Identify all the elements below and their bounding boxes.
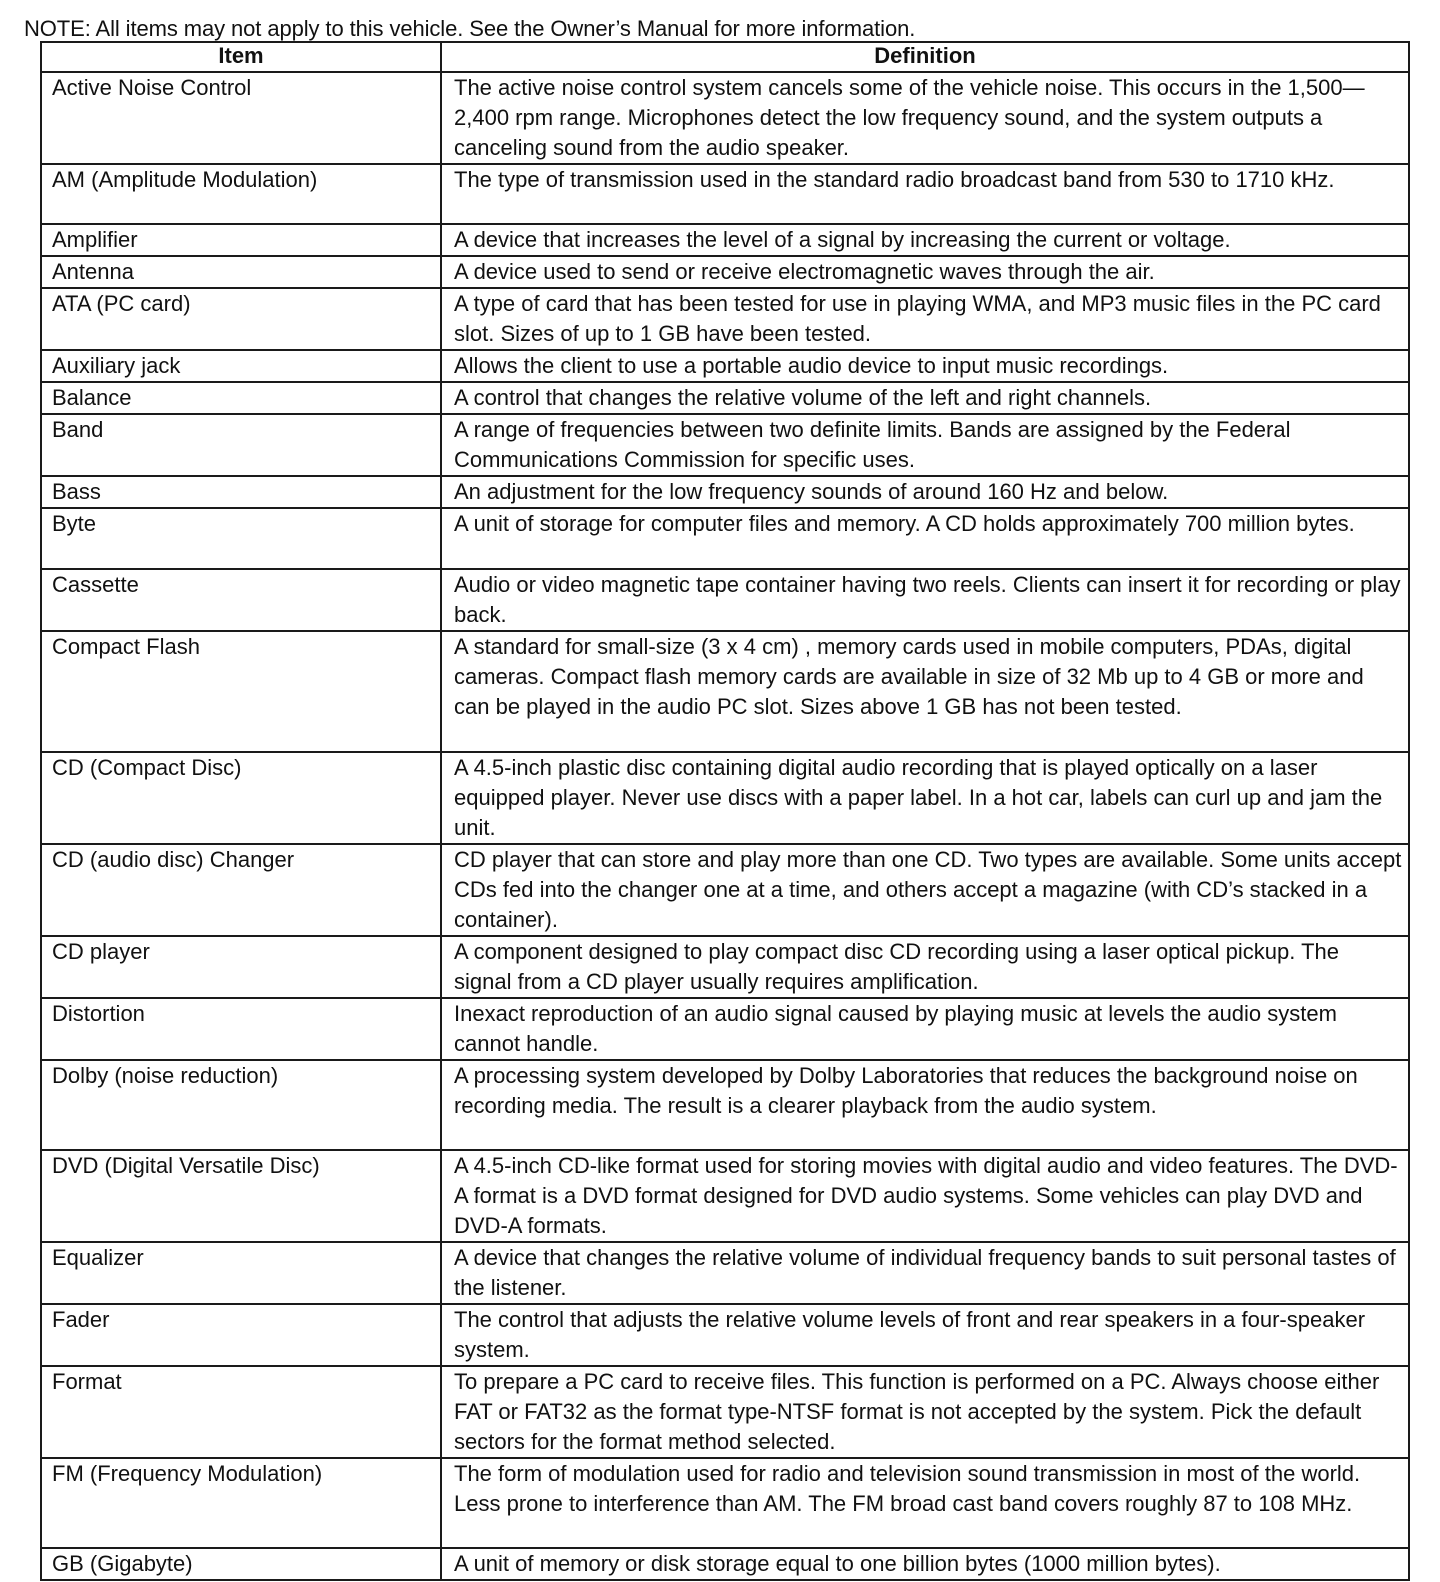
table-row — [41, 72, 1409, 164]
definition-cell: A processing system developed by Dolby Laboratories that reduces the background noise on recording media. The result is a clearer playback from the audio system. — [441, 1060, 1409, 1150]
definition-cell: A standard for small-size (3 x 4 cm) , memory cards used in mobile computers, PDAs, digital cameras. Compact flash memory cards are available in size of 32 Mb up to 4 GB or more and can be played in the audio PC slot. Sizes above 1 GB has not been tested. — [441, 631, 1409, 752]
item-cell: Distortion — [41, 998, 441, 1060]
item-cell: Dolby (noise reduction) — [41, 1060, 441, 1150]
table-row — [41, 569, 1409, 631]
table-row — [41, 288, 1409, 350]
item-cell: Auxiliary jack — [41, 350, 441, 382]
table-row — [41, 476, 1409, 508]
definition-cell: A device that changes the relative volume of individual frequency bands to suit personal tastes of the listener. — [441, 1242, 1409, 1304]
item-cell: Format — [41, 1366, 441, 1458]
table-row — [41, 382, 1409, 414]
table-row — [41, 1150, 1409, 1242]
table-row — [41, 752, 1409, 844]
table-row — [41, 936, 1409, 998]
item-cell: AM (Amplitude Modulation) — [41, 164, 441, 224]
glossary-table — [40, 41, 1410, 1581]
definition-cell: To prepare a PC card to receive files. This function is performed on a PC. Always choose either FAT or FAT32 as the format type-NTSF format is not accepted by the system. Pick the default sectors for the format method selected. — [441, 1366, 1409, 1458]
table-row — [41, 1242, 1409, 1304]
definition-cell: Audio or video magnetic tape container having two reels. Clients can insert it for recording or play back. — [441, 569, 1409, 631]
item-cell: Balance — [41, 382, 441, 414]
item-cell: GB (Gigabyte) — [41, 1548, 441, 1580]
table-row — [41, 1366, 1409, 1458]
definition-cell: A range of frequencies between two definite limits. Bands are assigned by the Federal Communications Commission for specific uses. — [441, 414, 1409, 476]
definition-cell: A type of card that has been tested for use in playing WMA, and MP3 music files in the PC card slot. Sizes of up to 1 GB have been tested. — [441, 288, 1409, 350]
item-cell: DVD (Digital Versatile Disc) — [41, 1150, 441, 1242]
item-cell: Byte — [41, 508, 441, 569]
item-cell: Band — [41, 414, 441, 476]
table-row — [41, 414, 1409, 476]
definition-cell: The active noise control system cancels some of the vehicle noise. This occurs in the 1,500—2,400 rpm range. Microphones detect the low frequency sound, and the system outputs a canceling sound from the audio speaker. — [441, 72, 1409, 164]
table-row — [41, 164, 1409, 224]
item-cell: Cassette — [41, 569, 441, 631]
table-row — [41, 350, 1409, 382]
item-cell: CD (Compact Disc) — [41, 752, 441, 844]
definition-cell: A device used to send or receive electromagnetic waves through the air. — [441, 256, 1409, 288]
definition-cell: A unit of storage for computer files and memory. A CD holds approximately 700 million bytes. — [441, 508, 1409, 569]
definition-cell: Inexact reproduction of an audio signal caused by playing music at levels the audio system cannot handle. — [441, 998, 1409, 1060]
item-cell: CD (audio disc) Changer — [41, 844, 441, 936]
definition-cell: The form of modulation used for radio and television sound transmission in most of the world. Less prone to interference than AM. The FM broad cast band covers roughly 87 to 108 MHz. — [441, 1458, 1409, 1548]
definition-cell: CD player that can store and play more than one CD. Two types are available. Some units accept CDs fed into the changer one at a time, and others accept a magazine (with CD’s stacked in a container). — [441, 844, 1409, 936]
table-row — [41, 998, 1409, 1060]
item-cell: Bass — [41, 476, 441, 508]
table-row — [41, 631, 1409, 752]
page-note: NOTE: All items may not apply to this vehicle. See the Owner’s Manual for more information. — [24, 16, 916, 41]
item-cell: FM (Frequency Modulation) — [41, 1458, 441, 1548]
definition-cell: A component designed to play compact disc CD recording using a laser optical pickup. The signal from a CD player usually requires amplification. — [441, 936, 1409, 998]
table-row — [41, 1548, 1409, 1580]
item-cell: Amplifier — [41, 224, 441, 256]
item-cell: Active Noise Control — [41, 72, 441, 164]
definition-cell: A 4.5-inch CD-like format used for storing movies with digital audio and video features. The DVD-A format is a DVD format designed for DVD audio systems. Some vehicles can play DVD and DVD-A formats. — [441, 1150, 1409, 1242]
item-cell: CD player — [41, 936, 441, 998]
definition-cell: The control that adjusts the relative volume levels of front and rear speakers in a four-speaker system. — [441, 1304, 1409, 1366]
table-row — [41, 224, 1409, 256]
definition-cell: A 4.5-inch plastic disc containing digital audio recording that is played optically on a laser equipped player. Never use discs with a paper label. In a hot car, labels can curl up and jam the unit. — [441, 752, 1409, 844]
table-row — [41, 1458, 1409, 1548]
header-item: Item — [41, 42, 441, 72]
item-cell: Equalizer — [41, 1242, 441, 1304]
definition-cell: A device that increases the level of a signal by increasing the current or voltage. — [441, 224, 1409, 256]
table-row — [41, 508, 1409, 569]
table-row — [41, 1060, 1409, 1150]
definition-cell: An adjustment for the low frequency sounds of around 160 Hz and below. — [441, 476, 1409, 508]
item-cell: Fader — [41, 1304, 441, 1366]
definition-cell: The type of transmission used in the standard radio broadcast band from 530 to 1710 kHz. — [441, 164, 1409, 224]
item-cell: Compact Flash — [41, 631, 441, 752]
item-cell: Antenna — [41, 256, 441, 288]
table-row — [41, 256, 1409, 288]
table-row — [41, 844, 1409, 936]
header-definition: Definition — [441, 42, 1409, 72]
item-cell: ATA (PC card) — [41, 288, 441, 350]
definition-cell: Allows the client to use a portable audio device to input music recordings. — [441, 350, 1409, 382]
definition-cell: A unit of memory or disk storage equal to one billion bytes (1000 million bytes). — [441, 1548, 1409, 1580]
definition-cell: A control that changes the relative volume of the left and right channels. — [441, 382, 1409, 414]
table-row — [41, 1304, 1409, 1366]
header-row — [41, 42, 1409, 72]
